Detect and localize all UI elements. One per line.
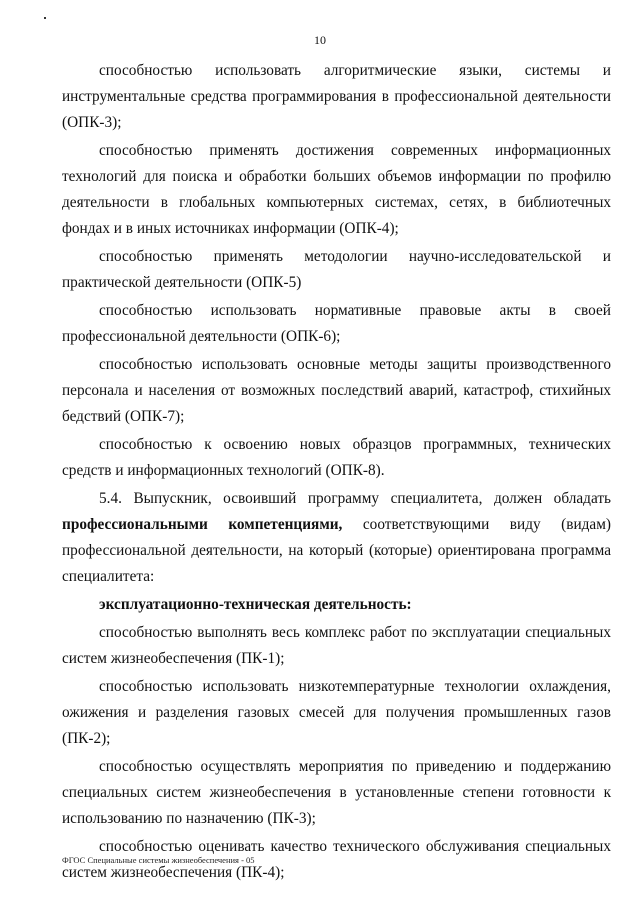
section-5-4-lead: 5.4. Выпускник, освоивший программу специалитета, должен обладать — [99, 490, 611, 507]
competency-opk-5: способностью применять методологии научно-исследовательской и практической деятельности (ОПК-5) — [62, 248, 611, 291]
scan-speck — [44, 17, 46, 19]
competency-opk-4: способностью применять достижения современных информационных технологий для поиска и обработки больших объемов информации по профилю деятельности в глобальных компьютерных системах, сетях, в библиотечных фондах и в иных источниках информации (ОПК-4); — [62, 142, 611, 237]
competency-opk-8: способностью к освоению новых образцов программных, технических средств и информационных технологий (ОПК-8). — [62, 436, 611, 479]
competency-pk-2: способностью использовать низкотемпературные технологии охлаждения, ожижения и разделения газовых смесей для получения промышленных газов (ПК-2); — [62, 678, 611, 747]
competency-opk-7: способностью использовать основные методы защиты производственного персонала и населения от возможных последствий аварий, катастроф, стихийных бедствий (ОПК-7); — [62, 356, 611, 425]
section-5-4-bold-term: профессиональными компетенциями, — [62, 516, 343, 533]
activity-heading: эксплуатационно-техническая деятельность: — [99, 596, 412, 613]
competency-pk-3: способностью осуществлять мероприятия по приведению и поддержанию специальных систем жизнеобеспечения в установленные степени готовности к использованию по назначению (ПК-3); — [62, 758, 611, 827]
page-number: 10 — [314, 33, 326, 47]
competency-opk-3: способностью использовать алгоритмические языки, системы и инструментальные средства программирования в профессиональной деятельности (ОПК-3); — [62, 62, 611, 131]
section-5-4-rest: соответствующими виду (видам) профессиональной деятельности, на который (которые) ориентирована программа специалитета: — [62, 516, 611, 585]
competency-opk-6: способностью использовать нормативные правовые акты в своей профессиональной деятельности (ОПК-6); — [62, 302, 611, 345]
competency-pk-1: способностью выполнять весь комплекс работ по эксплуатации специальных систем жизнеобеспечения (ПК-1); — [62, 624, 611, 667]
footer-note: ФГОС Специальные системы жизнеобеспечения - 05 — [62, 855, 255, 865]
page-body — [62, 58, 611, 886]
section-5-4 — [62, 486, 611, 590]
competency-pk-4: способностью оценивать качество технического обслуживания специальных систем жизнеобеспечения (ПК-4); — [62, 838, 611, 881]
